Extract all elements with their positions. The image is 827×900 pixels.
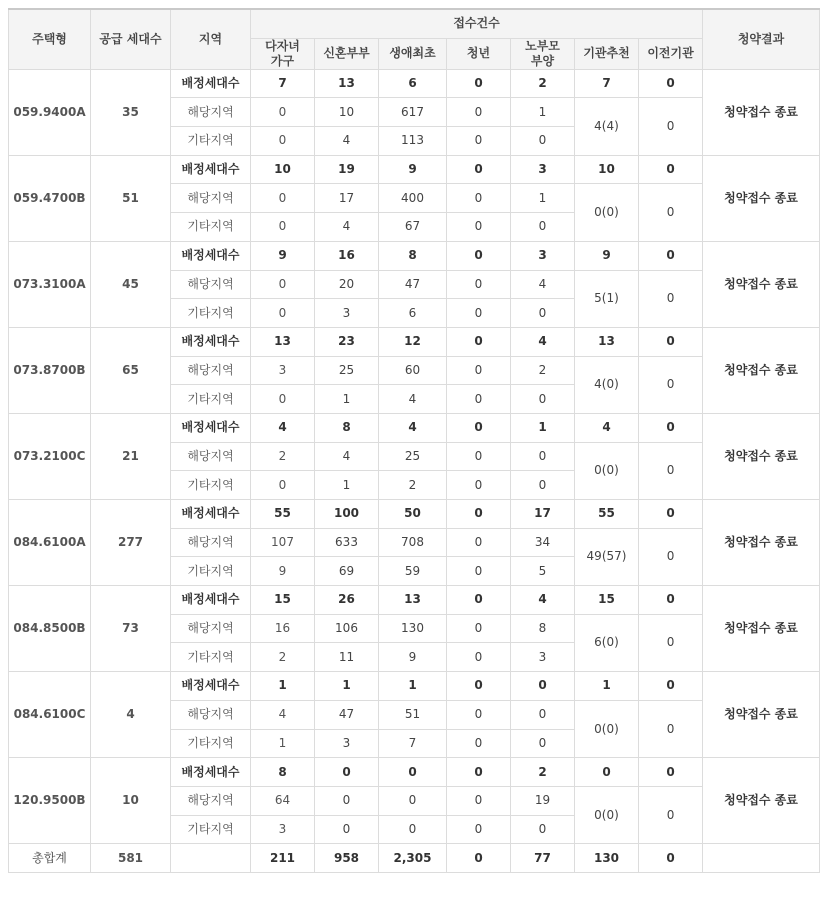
value-cell: 100 (315, 500, 379, 529)
value-cell: 4 (251, 413, 315, 442)
agency-cell: 6(0) (575, 614, 639, 671)
header-applications: 접수건수 (251, 9, 703, 38)
value-cell: 3 (511, 241, 575, 270)
value-cell: 1 (315, 385, 379, 414)
region-label: 기타지역 (171, 815, 251, 844)
value-cell: 0 (251, 98, 315, 127)
region-label: 배정세대수 (171, 586, 251, 615)
value-cell: 0 (511, 213, 575, 242)
value-cell: 3 (251, 815, 315, 844)
value-cell: 0 (379, 758, 447, 787)
value-cell: 0 (639, 500, 703, 529)
transfer-cell: 0 (639, 528, 703, 585)
value-cell: 50 (379, 500, 447, 529)
supply-units-cell: 45 (91, 241, 171, 327)
table-row (9, 241, 820, 270)
agency-cell: 0(0) (575, 442, 639, 499)
value-cell: 0 (447, 127, 511, 156)
value-cell: 0 (511, 700, 575, 729)
value-cell: 107 (251, 528, 315, 557)
value-cell: 5 (511, 557, 575, 586)
region-label: 해당지역 (171, 98, 251, 127)
value-cell: 6 (379, 69, 447, 98)
value-cell: 7 (379, 729, 447, 758)
region-label: 기타지역 (171, 299, 251, 328)
value-cell: 3 (251, 356, 315, 385)
header-region: 지역 (171, 9, 251, 69)
value-cell: 0 (447, 786, 511, 815)
region-label: 배정세대수 (171, 155, 251, 184)
value-cell: 633 (315, 528, 379, 557)
value-cell: 7 (575, 69, 639, 98)
agency-cell: 0(0) (575, 184, 639, 241)
value-cell: 26 (315, 586, 379, 615)
value-cell: 0 (379, 786, 447, 815)
total-value-cell: 0 (447, 844, 511, 873)
region-label: 배정세대수 (171, 413, 251, 442)
transfer-cell: 0 (639, 98, 703, 155)
value-cell: 17 (511, 500, 575, 529)
value-cell: 2 (511, 69, 575, 98)
value-cell: 19 (315, 155, 379, 184)
value-cell: 0 (447, 299, 511, 328)
value-cell: 0 (251, 299, 315, 328)
table-row (9, 758, 820, 787)
value-cell: 25 (315, 356, 379, 385)
total-value-cell: 130 (575, 844, 639, 873)
value-cell: 16 (251, 614, 315, 643)
value-cell: 9 (251, 557, 315, 586)
value-cell: 0 (447, 815, 511, 844)
value-cell: 113 (379, 127, 447, 156)
result-cell: 청약접수 종료 (703, 413, 820, 499)
region-label: 해당지역 (171, 356, 251, 385)
value-cell: 55 (251, 500, 315, 529)
value-cell: 0 (315, 758, 379, 787)
region-label: 해당지역 (171, 270, 251, 299)
table-row (9, 155, 820, 184)
supply-units-cell: 21 (91, 413, 171, 499)
result-cell: 청약접수 종료 (703, 241, 820, 327)
value-cell: 64 (251, 786, 315, 815)
value-cell: 0 (251, 213, 315, 242)
value-cell: 67 (379, 213, 447, 242)
table-row (9, 327, 820, 356)
value-cell: 0 (447, 729, 511, 758)
value-cell: 130 (379, 614, 447, 643)
value-cell: 3 (315, 729, 379, 758)
total-result-empty (703, 844, 820, 873)
result-cell: 청약접수 종료 (703, 327, 820, 413)
value-cell: 9 (379, 643, 447, 672)
region-label: 기타지역 (171, 643, 251, 672)
value-cell: 1 (511, 184, 575, 213)
housing-type-cell: 120.9500B (9, 758, 91, 844)
value-cell: 8 (251, 758, 315, 787)
value-cell: 3 (511, 155, 575, 184)
value-cell: 0 (639, 758, 703, 787)
region-label: 배정세대수 (171, 672, 251, 701)
region-label: 기타지역 (171, 213, 251, 242)
value-cell: 4 (251, 700, 315, 729)
value-cell: 9 (379, 155, 447, 184)
region-label: 배정세대수 (171, 69, 251, 98)
value-cell: 4 (315, 442, 379, 471)
total-value-cell: 0 (639, 844, 703, 873)
value-cell: 0 (447, 241, 511, 270)
value-cell: 3 (315, 299, 379, 328)
housing-type-cell: 073.3100A (9, 241, 91, 327)
application-results-table (8, 8, 820, 873)
value-cell: 55 (575, 500, 639, 529)
header-category: 청년 (447, 38, 511, 69)
value-cell: 23 (315, 327, 379, 356)
value-cell: 4 (511, 586, 575, 615)
value-cell: 400 (379, 184, 447, 213)
value-cell: 617 (379, 98, 447, 127)
housing-type-cell: 084.6100C (9, 672, 91, 758)
region-label: 배정세대수 (171, 241, 251, 270)
result-cell: 청약접수 종료 (703, 758, 820, 844)
value-cell: 60 (379, 356, 447, 385)
value-cell: 0 (447, 413, 511, 442)
header-category: 이전기관 (639, 38, 703, 69)
value-cell: 4 (379, 385, 447, 414)
value-cell: 1 (315, 471, 379, 500)
value-cell: 0 (511, 299, 575, 328)
value-cell: 708 (379, 528, 447, 557)
total-value-cell: 211 (251, 844, 315, 873)
value-cell: 2 (251, 643, 315, 672)
value-cell: 0 (251, 184, 315, 213)
region-label: 해당지역 (171, 700, 251, 729)
value-cell: 13 (251, 327, 315, 356)
value-cell: 0 (447, 643, 511, 672)
value-cell: 13 (315, 69, 379, 98)
region-label: 기타지역 (171, 385, 251, 414)
supply-units-cell: 65 (91, 327, 171, 413)
value-cell: 0 (447, 586, 511, 615)
total-supply: 581 (91, 844, 171, 873)
result-cell: 청약접수 종료 (703, 586, 820, 672)
value-cell: 106 (315, 614, 379, 643)
region-label: 해당지역 (171, 184, 251, 213)
total-row (9, 844, 820, 873)
header-category: 노부모 부양 (511, 38, 575, 69)
header-result: 청약결과 (703, 9, 820, 69)
value-cell: 6 (379, 299, 447, 328)
transfer-cell: 0 (639, 442, 703, 499)
value-cell: 0 (511, 815, 575, 844)
value-cell: 11 (315, 643, 379, 672)
header-supply-units: 공급 세대수 (91, 9, 171, 69)
value-cell: 9 (575, 241, 639, 270)
table-row (9, 586, 820, 615)
value-cell: 0 (447, 213, 511, 242)
value-cell: 0 (447, 327, 511, 356)
region-label: 기타지역 (171, 127, 251, 156)
value-cell: 0 (511, 442, 575, 471)
value-cell: 0 (447, 471, 511, 500)
value-cell: 0 (447, 98, 511, 127)
value-cell: 0 (447, 500, 511, 529)
value-cell: 12 (379, 327, 447, 356)
value-cell: 0 (639, 413, 703, 442)
value-cell: 4 (511, 327, 575, 356)
region-label: 해당지역 (171, 614, 251, 643)
value-cell: 0 (639, 327, 703, 356)
supply-units-cell: 35 (91, 69, 171, 155)
transfer-cell: 0 (639, 614, 703, 671)
value-cell: 13 (575, 327, 639, 356)
region-label: 배정세대수 (171, 500, 251, 529)
value-cell: 2 (379, 471, 447, 500)
value-cell: 0 (511, 127, 575, 156)
supply-units-cell: 277 (91, 500, 171, 586)
region-label: 해당지역 (171, 786, 251, 815)
value-cell: 15 (251, 586, 315, 615)
value-cell: 8 (379, 241, 447, 270)
value-cell: 0 (447, 672, 511, 701)
supply-units-cell: 10 (91, 758, 171, 844)
value-cell: 0 (447, 557, 511, 586)
value-cell: 0 (639, 69, 703, 98)
value-cell: 0 (511, 729, 575, 758)
supply-units-cell: 4 (91, 672, 171, 758)
value-cell: 0 (251, 270, 315, 299)
value-cell: 0 (251, 471, 315, 500)
value-cell: 0 (447, 758, 511, 787)
value-cell: 2 (251, 442, 315, 471)
value-cell: 0 (447, 270, 511, 299)
housing-type-cell: 059.9400A (9, 69, 91, 155)
value-cell: 1 (511, 413, 575, 442)
transfer-cell: 0 (639, 184, 703, 241)
value-cell: 0 (447, 614, 511, 643)
agency-cell: 4(4) (575, 98, 639, 155)
value-cell: 1 (315, 672, 379, 701)
region-label: 기타지역 (171, 729, 251, 758)
value-cell: 1 (379, 672, 447, 701)
value-cell: 0 (315, 815, 379, 844)
value-cell: 0 (639, 155, 703, 184)
value-cell: 9 (251, 241, 315, 270)
value-cell: 0 (447, 442, 511, 471)
result-cell: 청약접수 종료 (703, 500, 820, 586)
agency-cell: 5(1) (575, 270, 639, 327)
value-cell: 8 (511, 614, 575, 643)
value-cell: 1 (251, 729, 315, 758)
housing-type-cell: 059.4700B (9, 155, 91, 241)
table-row (9, 413, 820, 442)
value-cell: 47 (315, 700, 379, 729)
total-region-empty (171, 844, 251, 873)
region-label: 배정세대수 (171, 758, 251, 787)
value-cell: 0 (251, 385, 315, 414)
value-cell: 2 (511, 356, 575, 385)
value-cell: 0 (251, 127, 315, 156)
agency-cell: 4(0) (575, 356, 639, 413)
value-cell: 7 (251, 69, 315, 98)
value-cell: 10 (251, 155, 315, 184)
value-cell: 0 (639, 241, 703, 270)
region-label: 기타지역 (171, 471, 251, 500)
header-housing-type: 주택형 (9, 9, 91, 69)
value-cell: 69 (315, 557, 379, 586)
value-cell: 4 (379, 413, 447, 442)
value-cell: 0 (639, 672, 703, 701)
value-cell: 3 (511, 643, 575, 672)
value-cell: 10 (575, 155, 639, 184)
result-cell: 청약접수 종료 (703, 69, 820, 155)
value-cell: 25 (379, 442, 447, 471)
value-cell: 19 (511, 786, 575, 815)
region-label: 배정세대수 (171, 327, 251, 356)
value-cell: 0 (447, 184, 511, 213)
transfer-cell: 0 (639, 270, 703, 327)
total-value-cell: 77 (511, 844, 575, 873)
value-cell: 10 (315, 98, 379, 127)
value-cell: 4 (511, 270, 575, 299)
total-label: 총합계 (9, 844, 91, 873)
supply-units-cell: 73 (91, 586, 171, 672)
header-category: 다자녀 가구 (251, 38, 315, 69)
value-cell: 0 (447, 385, 511, 414)
housing-type-cell: 084.6100A (9, 500, 91, 586)
value-cell: 0 (315, 786, 379, 815)
value-cell: 0 (447, 155, 511, 184)
value-cell: 0 (447, 69, 511, 98)
value-cell: 20 (315, 270, 379, 299)
header-category: 기관추천 (575, 38, 639, 69)
header-category: 생애최초 (379, 38, 447, 69)
result-cell: 청약접수 종료 (703, 155, 820, 241)
housing-type-cell: 073.2100C (9, 413, 91, 499)
value-cell: 0 (511, 672, 575, 701)
value-cell: 13 (379, 586, 447, 615)
value-cell: 4 (315, 213, 379, 242)
value-cell: 1 (511, 98, 575, 127)
region-label: 기타지역 (171, 557, 251, 586)
value-cell: 0 (575, 758, 639, 787)
value-cell: 0 (447, 700, 511, 729)
transfer-cell: 0 (639, 356, 703, 413)
result-cell: 청약접수 종료 (703, 672, 820, 758)
value-cell: 0 (639, 586, 703, 615)
value-cell: 0 (447, 528, 511, 557)
value-cell: 1 (575, 672, 639, 701)
supply-units-cell: 51 (91, 155, 171, 241)
transfer-cell: 0 (639, 786, 703, 843)
housing-type-cell: 073.8700B (9, 327, 91, 413)
total-value-cell: 2,305 (379, 844, 447, 873)
table-row (9, 672, 820, 701)
housing-type-cell: 084.8500B (9, 586, 91, 672)
value-cell: 0 (511, 385, 575, 414)
agency-cell: 49(57) (575, 528, 639, 585)
agency-cell: 0(0) (575, 786, 639, 843)
value-cell: 0 (379, 815, 447, 844)
transfer-cell: 0 (639, 700, 703, 757)
table-row (9, 500, 820, 529)
value-cell: 15 (575, 586, 639, 615)
value-cell: 47 (379, 270, 447, 299)
value-cell: 59 (379, 557, 447, 586)
value-cell: 4 (575, 413, 639, 442)
agency-cell: 0(0) (575, 700, 639, 757)
table-row (9, 69, 820, 98)
value-cell: 16 (315, 241, 379, 270)
total-value-cell: 958 (315, 844, 379, 873)
header-category: 신혼부부 (315, 38, 379, 69)
region-label: 해당지역 (171, 442, 251, 471)
value-cell: 51 (379, 700, 447, 729)
value-cell: 1 (251, 672, 315, 701)
value-cell: 34 (511, 528, 575, 557)
value-cell: 0 (447, 356, 511, 385)
value-cell: 0 (511, 471, 575, 500)
value-cell: 8 (315, 413, 379, 442)
value-cell: 17 (315, 184, 379, 213)
region-label: 해당지역 (171, 528, 251, 557)
value-cell: 2 (511, 758, 575, 787)
value-cell: 4 (315, 127, 379, 156)
